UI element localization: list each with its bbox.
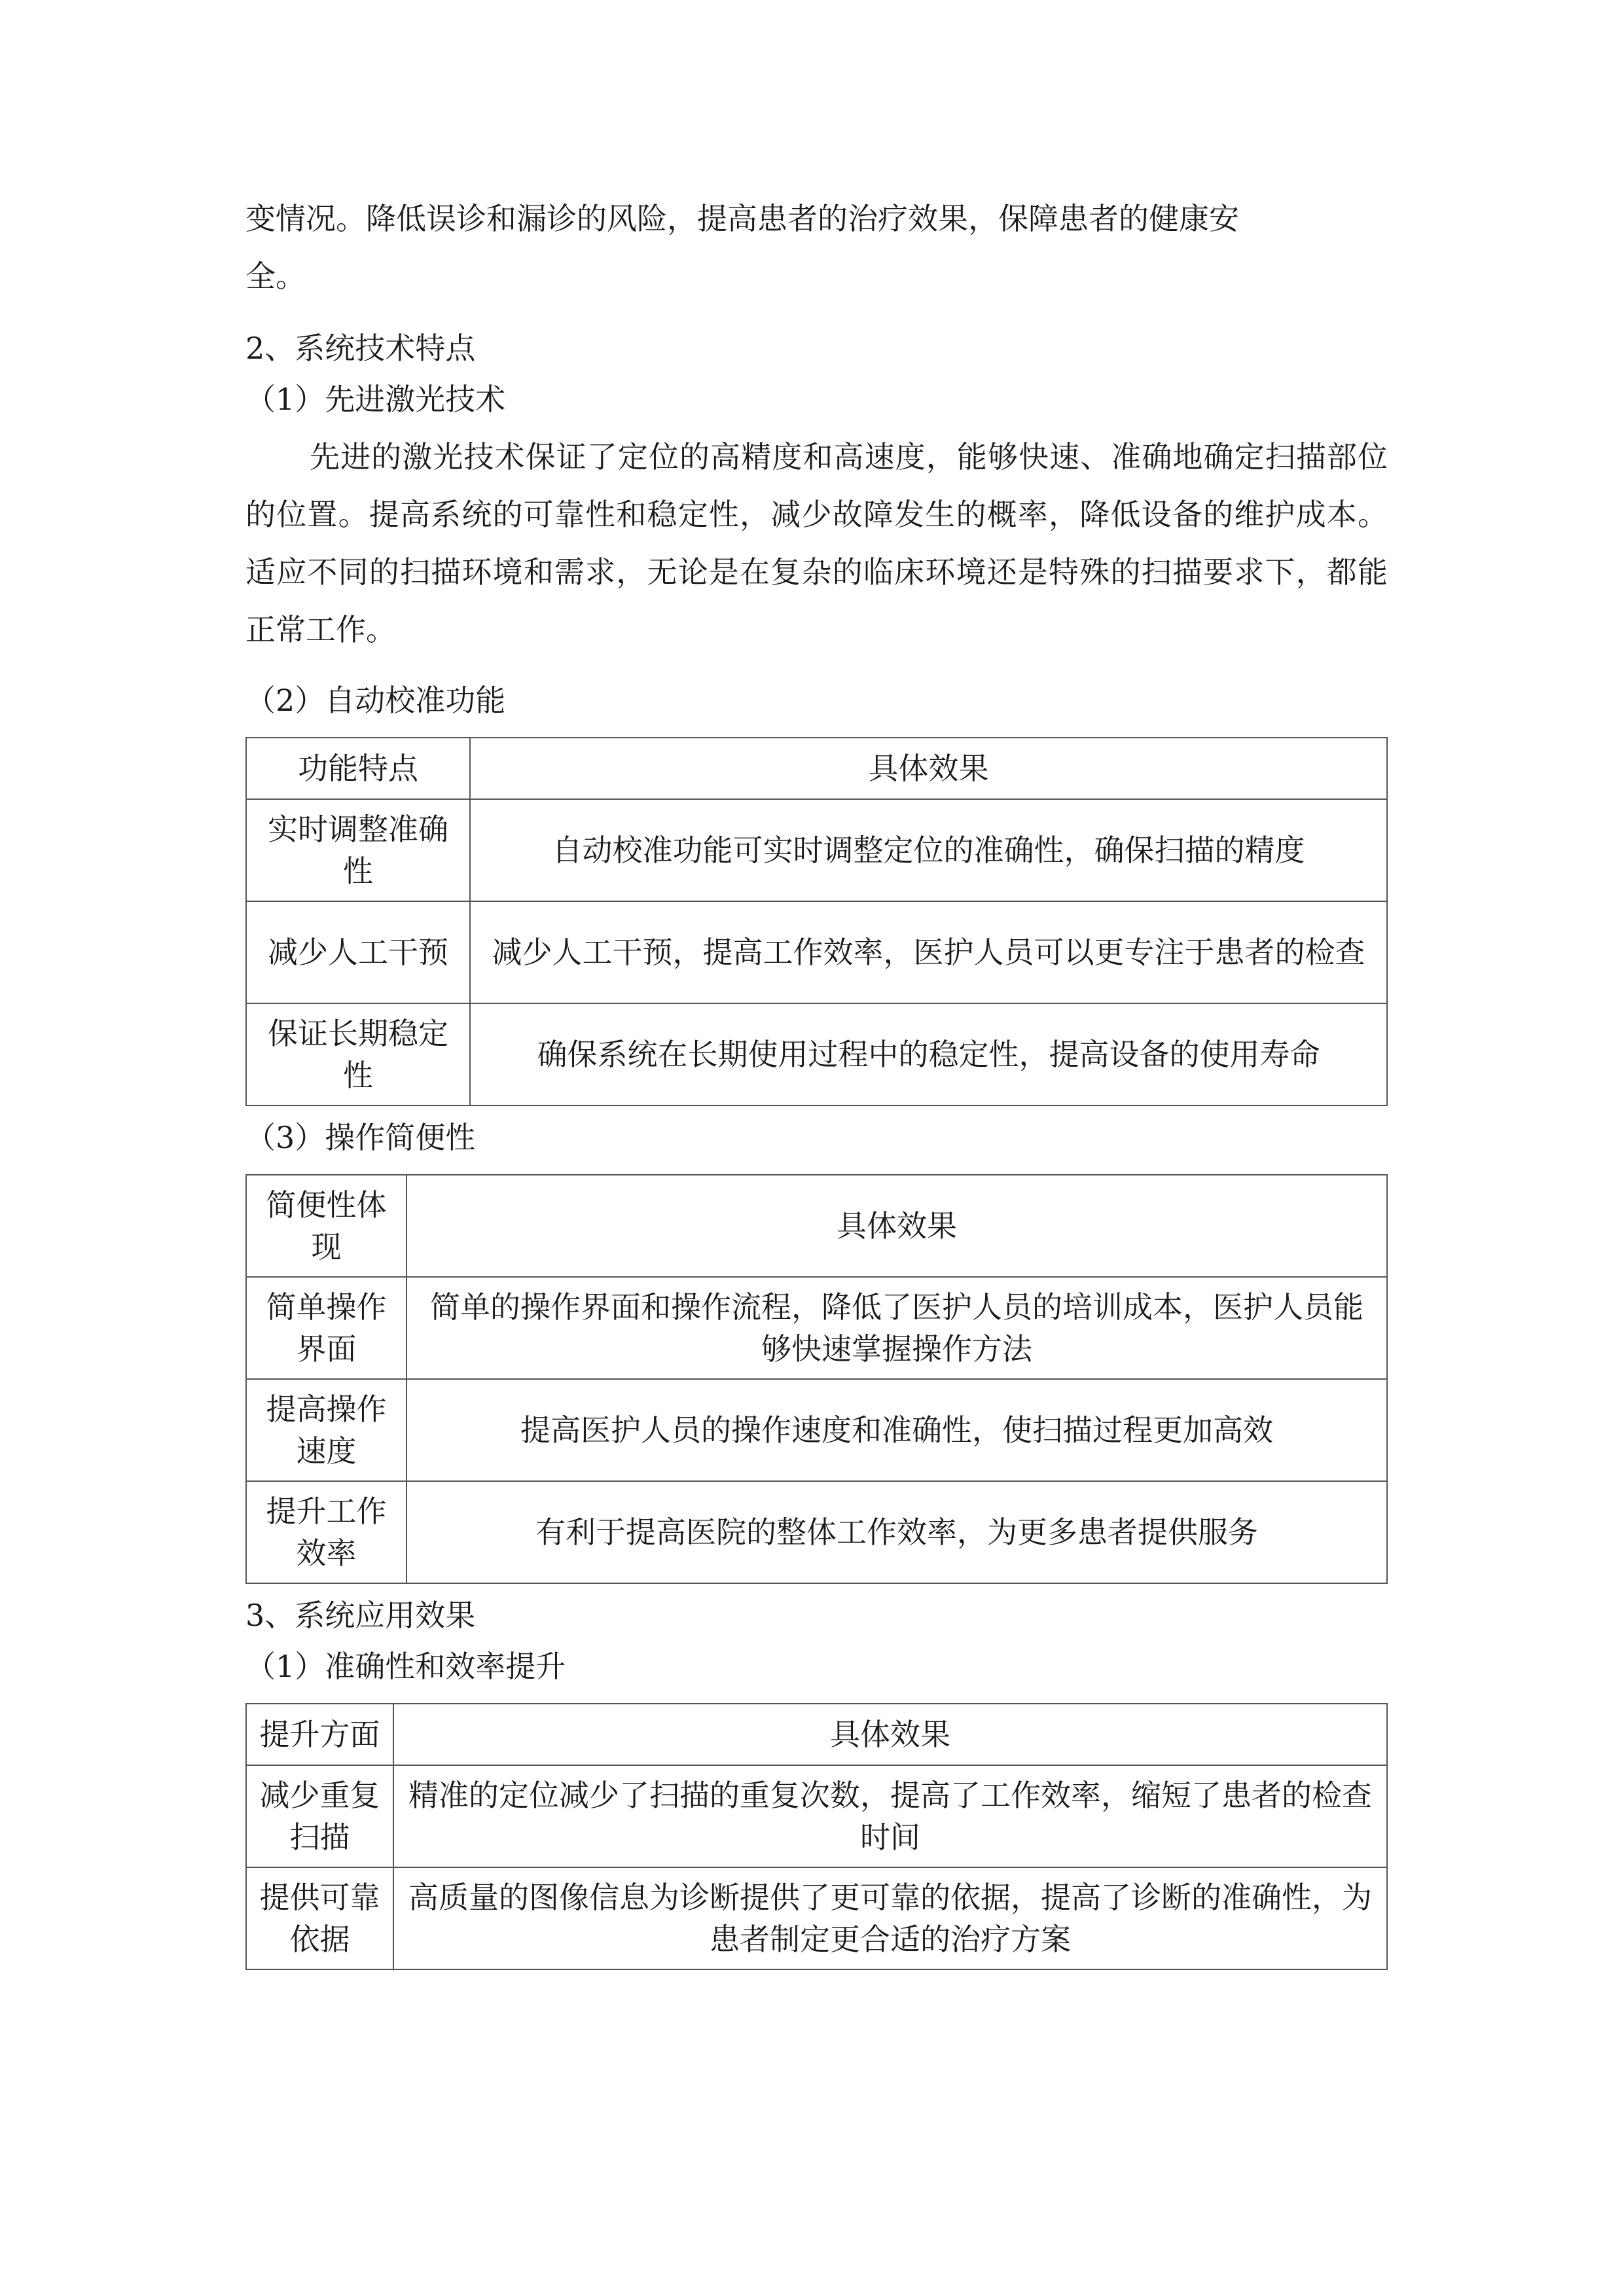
auto-calibration-table: [245, 737, 1388, 1106]
table-header-row: [246, 1704, 1387, 1765]
table-row: [246, 1765, 1387, 1867]
intro-line-2: 全。: [245, 259, 306, 294]
table-cell-feature: 提供可靠依据: [246, 1867, 393, 1969]
table-header-row: [246, 1175, 1387, 1277]
table-header-cell: 功能特点: [246, 738, 470, 799]
section-2-2-heading: （2）自动校准功能: [245, 683, 506, 718]
table-cell-effect: 提高医护人员的操作速度和准确性，使扫描过程更加高效: [406, 1379, 1387, 1481]
table-cell-effect: 高质量的图像信息为诊断提供了更可靠的依据，提高了诊断的准确性，为患者制定更合适的治疗方案: [393, 1867, 1387, 1969]
table-cell-feature: 减少人工干预: [246, 901, 470, 1003]
table-cell-feature: 减少重复扫描: [246, 1765, 393, 1867]
ease-of-use-table: [245, 1174, 1388, 1584]
section-2-1-heading: （1）先进激光技术: [245, 382, 506, 417]
section-2-3-heading: （3）操作简便性: [245, 1120, 476, 1155]
table-row: [246, 1277, 1387, 1379]
table-cell-feature: 提升工作效率: [246, 1481, 406, 1583]
table-header-cell: 具体效果: [393, 1704, 1387, 1765]
table-cell-feature: 实时调整准确性: [246, 799, 470, 901]
table-header-cell: 具体效果: [406, 1175, 1387, 1277]
table-cell-effect: 减少人工干预，提高工作效率，医护人员可以更专注于患者的检查: [470, 901, 1387, 1003]
section-2-heading: 2、系统技术特点: [245, 331, 476, 366]
table-row: [246, 1867, 1387, 1969]
accuracy-efficiency-table: [245, 1703, 1388, 1970]
table-cell-effect: 确保系统在长期使用过程中的稳定性，提高设备的使用寿命: [470, 1003, 1387, 1105]
table-row: [246, 799, 1387, 901]
section-3-1-heading: （1）准确性和效率提升: [245, 1649, 566, 1684]
table-cell-effect: 简单的操作界面和操作流程，降低了医护人员的培训成本，医护人员能够快速掌握操作方法: [406, 1277, 1387, 1379]
table-cell-effect: 精准的定位减少了扫描的重复次数，提高了工作效率，缩短了患者的检查时间: [393, 1765, 1387, 1867]
table-header-cell: 简便性体现: [246, 1175, 406, 1277]
table-cell-feature: 简单操作界面: [246, 1277, 406, 1379]
table-row: [246, 1379, 1387, 1481]
laser-tech-paragraph: 先进的激光技术保证了定位的高精度和高速度，能够快速、准确地确定扫描部位的位置。提高系统的可靠性和稳定性，减少故障发生的概率，降低设备的维护成本。适应不同的扫描环境和需求，无论是在复杂的临床环境还是特殊的扫描要求下，都能正常工作。: [245, 439, 1388, 647]
table-row: [246, 1003, 1387, 1105]
table-header-cell: 具体效果: [470, 738, 1387, 799]
table-cell-feature: 提高操作速度: [246, 1379, 406, 1481]
table-cell-feature: 保证长期稳定性: [246, 1003, 470, 1105]
table-cell-effect: 有利于提高医院的整体工作效率，为更多患者提供服务: [406, 1481, 1387, 1583]
table-row: [246, 1481, 1387, 1583]
intro-paragraph: [245, 190, 1388, 305]
document-page: [245, 190, 1388, 1982]
table-row: [246, 901, 1387, 1003]
section-3-heading: 3、系统应用效果: [245, 1598, 476, 1633]
intro-line-1: 变情况。降低误诊和漏诊的风险，提高患者的治疗效果，保障患者的健康安: [245, 201, 1239, 236]
table-header-cell: 提升方面: [246, 1704, 393, 1765]
table-header-row: [246, 738, 1387, 799]
table-cell-effect: 自动校准功能可实时调整定位的准确性，确保扫描的精度: [470, 799, 1387, 901]
